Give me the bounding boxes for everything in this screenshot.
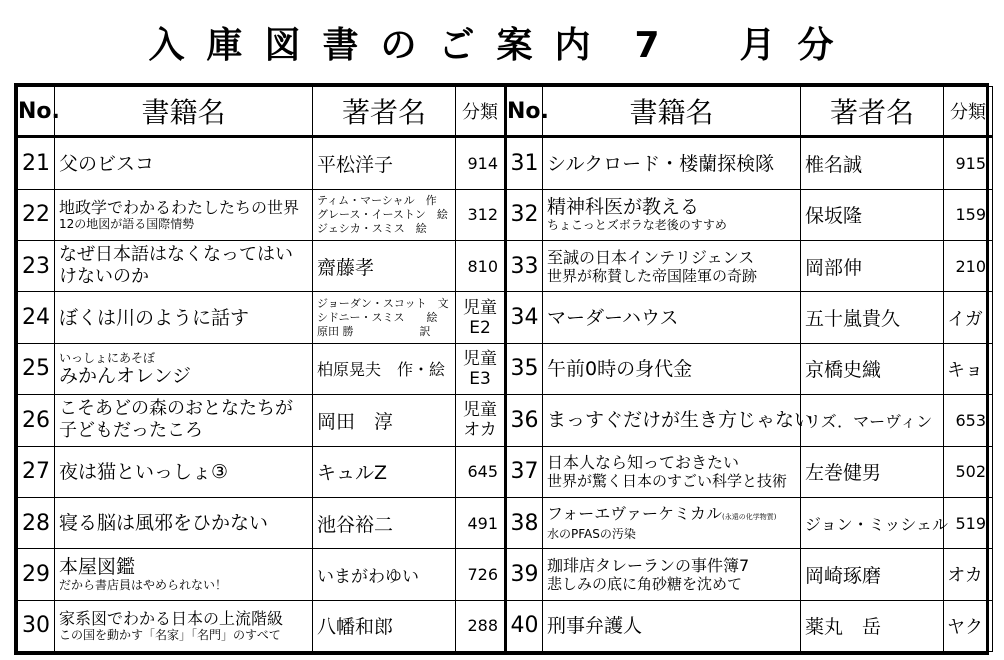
- book-title-line: 刑事弁護人: [547, 614, 643, 637]
- book-author-left: [313, 241, 456, 292]
- table-row: [18, 343, 993, 394]
- book-author-left: [313, 189, 456, 240]
- book-cls-left: [456, 395, 506, 446]
- book-cls-line: イガ: [947, 308, 983, 330]
- book-author-name: 八幡和郎: [317, 616, 394, 639]
- book-cls-right: [944, 446, 993, 497]
- book-title-sub: この国を動かす「名家」「名門」のすべて: [59, 627, 281, 642]
- book-no-left: 28: [18, 497, 55, 548]
- book-title-line: まっすぐだけが生き方じゃない: [547, 409, 814, 432]
- book-title-main: 至誠の日本インテリジェンス: [547, 247, 755, 267]
- page-title-text: 入庫図書のご案内: [148, 24, 613, 66]
- book-author-left: [313, 343, 456, 394]
- book-author-right: [801, 600, 944, 651]
- book-author-line: ジョーダン・スコット 文: [317, 296, 449, 310]
- table-row: [18, 446, 993, 497]
- book-cls-left: [456, 343, 506, 394]
- book-title-line: なぜ日本語はなくなってはいけないのか: [59, 244, 293, 288]
- book-no-left: 23: [18, 241, 55, 292]
- book-no-right: 34: [506, 292, 543, 343]
- book-no-right: 36: [506, 395, 543, 446]
- book-title-sub: 悲しみの底に角砂糖を沈めて: [547, 574, 743, 593]
- header-no-right: No.: [506, 87, 543, 137]
- table-row: [18, 292, 993, 343]
- book-no-right: 32: [506, 189, 543, 240]
- page-title-month: 7 月分: [634, 24, 856, 66]
- header-author-right: 著者名: [801, 87, 944, 137]
- book-title-main: 珈琲店タレーランの事件簿7: [547, 555, 750, 575]
- book-author-name: 岡田 淳: [317, 410, 394, 433]
- book-author-name: 保坂隆: [805, 205, 863, 228]
- book-cls-right: [944, 395, 993, 446]
- book-title-left: [55, 292, 313, 343]
- book-title-line: ぼくは川のように話す: [59, 306, 250, 329]
- book-title-line: 父のビスコ: [59, 152, 155, 175]
- book-no-right: 40: [506, 600, 543, 651]
- book-title-left: [55, 497, 313, 548]
- book-title-left: [55, 395, 313, 446]
- book-no-left: 29: [18, 549, 55, 600]
- book-author-name: ジョン・ミッシェル: [805, 514, 949, 534]
- book-title-sub: 12の地図が語る国際情勢: [59, 216, 195, 231]
- book-title-right: [543, 497, 801, 548]
- book-table: [17, 86, 993, 652]
- book-title-line: 夜は猫といっしょ③: [59, 460, 229, 483]
- book-cls-left: [456, 189, 506, 240]
- book-cls-left: [456, 497, 506, 548]
- book-title-right: [543, 395, 814, 446]
- book-cls-left: [456, 600, 506, 651]
- book-title-right: [543, 137, 801, 189]
- book-author-right: [801, 292, 944, 343]
- book-author-name: いまがわゆい: [317, 566, 419, 587]
- book-cls-line: 児童: [463, 348, 497, 369]
- book-no-right: 31: [506, 137, 543, 189]
- book-title-right: [543, 292, 801, 343]
- book-author-name: 薬丸 岳: [805, 616, 882, 639]
- book-table-frame: [14, 83, 989, 655]
- book-author-right: [801, 395, 944, 446]
- book-title-sub: 世界が驚く日本のすごい科学と技術: [547, 472, 788, 491]
- book-title-main: 日本人なら知っておきたい: [547, 453, 740, 473]
- book-cls-right: [944, 497, 993, 548]
- book-author-name: 京橋史織: [805, 359, 882, 382]
- book-title-right: [543, 241, 801, 292]
- book-title-sub: 世界が称賛した帝国陸軍の奇跡: [547, 266, 758, 285]
- book-cls-line: 491: [467, 513, 498, 533]
- book-author-line: ジェシカ・スミス 絵: [317, 221, 427, 235]
- book-cls-right: [944, 549, 993, 600]
- book-cls-line: E3: [469, 368, 491, 389]
- book-title-left: [55, 446, 313, 497]
- table-row: [18, 497, 993, 548]
- book-no-right: 33: [506, 241, 543, 292]
- book-title-left: [55, 549, 313, 600]
- book-author-left: [313, 292, 456, 343]
- book-title-line: シルクロード・楼蘭探検隊: [547, 152, 775, 175]
- book-title-sub: だから書店員はやめられない！: [59, 577, 228, 592]
- book-cls-right: [944, 343, 993, 394]
- book-title-left: [55, 189, 313, 240]
- book-cls-line: 653: [955, 410, 986, 430]
- book-author-right: [801, 497, 949, 548]
- book-no-left: 25: [18, 343, 55, 394]
- book-table-body: [18, 87, 993, 652]
- book-no-left: 27: [18, 446, 55, 497]
- book-author-left: [313, 446, 456, 497]
- book-title-main: 本屋図鑑: [59, 555, 136, 578]
- book-no-left: 30: [18, 600, 55, 651]
- book-author-right: [801, 549, 944, 600]
- book-title-left: [55, 241, 313, 292]
- table-row: [18, 600, 993, 651]
- book-author-name: 柏原晃夫 作・絵: [317, 360, 446, 380]
- book-cls-line: 915: [955, 154, 986, 174]
- header-author-left: 著者名: [313, 87, 456, 137]
- book-author-line: 原田 勝 訳: [317, 324, 431, 338]
- book-author-left: [313, 497, 456, 548]
- book-title-line: こそあどの森のおとなたちが子どもだったころ: [59, 398, 293, 442]
- book-author-right: [801, 137, 944, 189]
- book-title-main: 家系図でわかる日本の上流階級: [59, 608, 284, 628]
- book-cls-line: 159: [955, 205, 986, 225]
- book-author-left: [313, 549, 456, 600]
- book-author-line: シドニー・スミス 絵: [317, 310, 438, 324]
- book-title-line: 午前0時の身代金: [547, 357, 693, 380]
- book-title-main: いっしょにあそぼ: [59, 350, 156, 365]
- book-cls-line: ヤク: [947, 616, 983, 638]
- table-row: [18, 241, 993, 292]
- book-no-left: 21: [18, 137, 55, 189]
- book-author-name: キュルZ: [317, 462, 388, 485]
- book-cls-line: 児童: [463, 297, 497, 318]
- book-cls-line: E2: [469, 317, 491, 338]
- book-title-main: フォーエヴァーケミカル(永遠の化学物質): [547, 504, 777, 524]
- book-cls-line: オカ: [463, 420, 497, 441]
- book-title-right: [543, 600, 801, 651]
- book-cls-left: [456, 241, 506, 292]
- table-row: [18, 549, 993, 600]
- table-row: [18, 189, 993, 240]
- book-cls-line: 645: [467, 462, 498, 482]
- book-title-right: [543, 343, 801, 394]
- book-cls-line: 914: [467, 154, 498, 174]
- book-no-left: 24: [18, 292, 55, 343]
- book-title-main: 地政学でわかるわたしたちの世界: [59, 197, 300, 217]
- book-author-name: 岡部伸: [805, 256, 863, 279]
- book-cls-line: 210: [955, 256, 986, 276]
- book-cls-right: [944, 241, 993, 292]
- book-cls-left: [456, 446, 506, 497]
- book-author-name: リズ．マーヴィン: [805, 411, 933, 431]
- book-title-left: [55, 600, 313, 651]
- book-cls-line: 288: [467, 616, 498, 636]
- header-cls-right: 分類: [944, 87, 993, 137]
- book-cls-line: 519: [955, 513, 986, 533]
- header-row: [18, 87, 993, 137]
- book-author-right: [801, 446, 944, 497]
- book-title-line: マーダーハウス: [547, 306, 679, 329]
- book-author-name: 平松洋子: [317, 154, 394, 177]
- book-title-sub: みかんオレンジ: [59, 364, 192, 387]
- book-no-right: 39: [506, 549, 543, 600]
- book-cls-line: キョ: [947, 359, 983, 381]
- book-author-line: グレース・イーストン 絵: [317, 207, 448, 221]
- book-cls-left: [456, 549, 506, 600]
- book-cls-left: [456, 292, 506, 343]
- book-author-left: [313, 600, 456, 651]
- book-title-main: 精神科医が教える: [547, 196, 700, 219]
- book-cls-right: [944, 189, 993, 240]
- book-author-name: 岡崎琢磨: [805, 564, 882, 587]
- header-cls-left: 分類: [456, 87, 506, 137]
- book-author-name: 椎名誠: [805, 154, 863, 177]
- book-author-right: [801, 343, 944, 394]
- table-row: [18, 395, 993, 446]
- book-cls-right: [944, 600, 993, 651]
- book-author-line: ティム・マーシャル 作: [317, 193, 437, 207]
- book-author-right: [801, 241, 944, 292]
- book-author-name: 池谷裕二: [317, 513, 394, 536]
- book-author-name: 五十嵐貴久: [805, 308, 901, 331]
- book-cls-right: [944, 137, 993, 189]
- book-title-left: [55, 137, 313, 189]
- book-cls-line: 312: [467, 205, 498, 225]
- header-title-left: 書籍名: [55, 87, 313, 137]
- book-cls-right: [944, 292, 993, 343]
- book-author-name: 齋藤孝: [317, 256, 375, 279]
- book-author-right: [801, 189, 944, 240]
- book-no-left: 22: [18, 189, 55, 240]
- book-title-suffix: (永遠の化学物質): [722, 513, 777, 522]
- book-no-right: 38: [506, 497, 543, 548]
- header-title-right: 書籍名: [543, 87, 801, 137]
- book-title-right: [543, 189, 801, 240]
- book-no-right: 37: [506, 446, 543, 497]
- table-row: [18, 137, 993, 189]
- page-title: [0, 14, 1004, 70]
- book-title-sub: ちょこっとズボラな老後のすすめ: [547, 218, 727, 233]
- book-author-left: [313, 395, 456, 446]
- book-title-sub: 水のPFASの汚染: [547, 527, 636, 542]
- book-no-right: 35: [506, 343, 543, 394]
- book-cls-line: オカ: [947, 565, 983, 587]
- book-cls-line: 810: [467, 256, 498, 276]
- book-no-left: 26: [18, 395, 55, 446]
- book-author-name: 左巻健男: [805, 462, 882, 485]
- book-author-left: [313, 137, 456, 189]
- book-title-line: 寝る脳は風邪をひかない: [59, 512, 269, 535]
- book-cls-line: 726: [467, 564, 498, 584]
- book-cls-line: 502: [955, 462, 986, 482]
- book-title-left: [55, 343, 313, 394]
- book-cls-line: 児童: [463, 400, 497, 421]
- book-cls-left: [456, 137, 506, 189]
- book-title-right: [543, 446, 801, 497]
- header-no-left: No.: [18, 87, 55, 137]
- book-title-right: [543, 549, 801, 600]
